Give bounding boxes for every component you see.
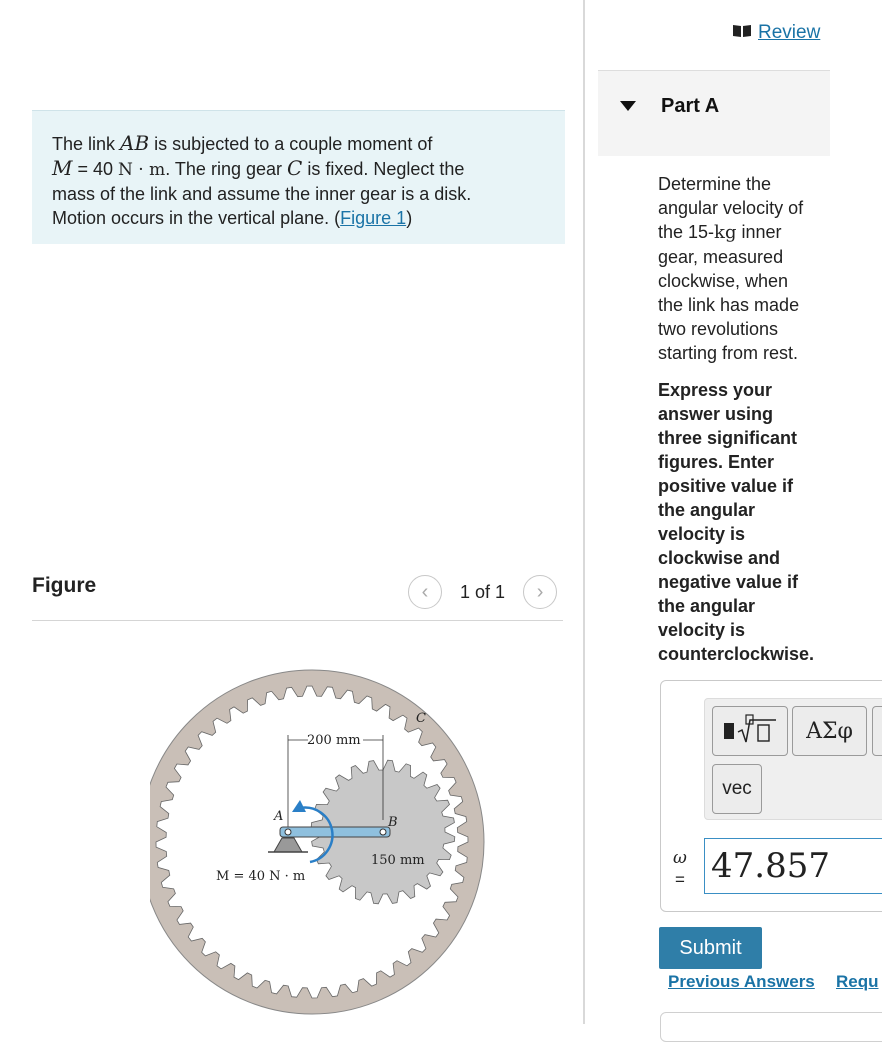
pin-a: [285, 829, 291, 835]
instruction-line: Express your: [658, 380, 773, 400]
question-line: starting from rest.: [658, 343, 799, 363]
vector-button[interactable]: vec: [712, 764, 762, 814]
question-line: the link has made: [658, 295, 800, 315]
chevron-left-icon: ‹: [421, 580, 429, 603]
label-a: A: [274, 809, 284, 824]
moment-label: M = 40 N · m: [216, 869, 306, 884]
question-text-part: the 15-: [658, 222, 715, 242]
gear-c-symbol: C: [287, 156, 303, 180]
book-icon: [732, 22, 752, 44]
review-label: Review: [758, 22, 821, 43]
equals-sign: =: [675, 870, 685, 889]
part-a-label: Part A: [661, 95, 720, 117]
link-ab-symbol: AB: [120, 131, 150, 155]
moment-unit: N · m: [118, 160, 166, 180]
question-line: two revolutions: [658, 319, 779, 339]
question-text-part: inner: [736, 222, 782, 242]
problem-text-4: . The ring gear: [165, 159, 287, 179]
triangle-down-icon[interactable]: [620, 101, 636, 111]
label-b: B: [388, 815, 398, 830]
dim-150-label: 150 mm: [371, 853, 425, 868]
instruction-line: counterclockwise.: [658, 644, 815, 664]
templates-radical-icon: [720, 712, 780, 751]
prev-figure-button[interactable]: [408, 575, 442, 609]
figure-divider: [32, 620, 563, 621]
dim-200-label: 200 mm: [307, 733, 361, 748]
instruction-line: the angular: [658, 500, 756, 520]
instruction-line: velocity is: [658, 524, 746, 544]
next-figure-button[interactable]: [523, 575, 557, 609]
mass-unit: kg: [714, 222, 737, 243]
greek-symbols-button[interactable]: ΑΣφ: [792, 706, 867, 756]
answer-instructions: [658, 378, 833, 666]
problem-text-5: is fixed. Neglect the: [302, 159, 465, 179]
feedback-panel: [660, 1012, 882, 1042]
link-ab: [280, 827, 390, 837]
previous-answers-link[interactable]: Previous Answers: [668, 972, 815, 991]
question-line: [658, 220, 833, 245]
question-line: gear, measured: [658, 247, 784, 267]
gear-figure: [150, 640, 490, 1024]
chevron-right-icon: ›: [536, 580, 544, 603]
problem-text-6: mass of the link and assume the inner gear is a disk.: [52, 184, 472, 204]
part-a-header[interactable]: [598, 70, 830, 156]
problem-text-3: = 40: [72, 159, 119, 179]
instruction-line: positive value if: [658, 476, 794, 496]
moment-symbol: M: [52, 156, 73, 180]
instruction-line: figures. Enter: [658, 452, 775, 472]
answer-input[interactable]: 47.857: [704, 838, 882, 894]
omega-symbol: ω: [673, 848, 687, 868]
instruction-line: three significant: [658, 428, 798, 448]
templates-button[interactable]: [712, 706, 788, 756]
figure-link[interactable]: Figure 1: [340, 208, 407, 228]
question-line: Determine the: [658, 174, 772, 194]
review-link[interactable]: [732, 22, 820, 44]
figure-heading: Figure: [32, 574, 97, 597]
instruction-line: negative value if: [658, 572, 799, 592]
problem-text-1: The link: [52, 134, 121, 154]
question-line: clockwise, when: [658, 271, 789, 291]
figure-pager: [408, 574, 557, 610]
label-c: C: [416, 711, 426, 726]
instruction-line: answer using: [658, 404, 774, 424]
problem-text-8: ): [406, 208, 413, 228]
instruction-line: the angular: [658, 596, 756, 616]
figure-page-count: 1 of 1: [460, 581, 506, 602]
pin-b: [380, 829, 386, 835]
problem-text-7: Motion occurs in the vertical plane. (: [52, 208, 341, 228]
instruction-line: velocity is: [658, 620, 746, 640]
question-line: angular velocity of: [658, 198, 804, 218]
submit-button[interactable]: Submit: [659, 927, 762, 969]
request-answer-link[interactable]: Requ: [836, 972, 879, 991]
column-divider: [583, 0, 585, 1024]
instruction-line: clockwise and: [658, 548, 781, 568]
toolbar-more-button[interactable]: [872, 706, 882, 756]
question-text: [658, 172, 833, 365]
problem-statement: [32, 110, 565, 244]
problem-text-2: is subjected to a couple moment of: [149, 134, 433, 154]
